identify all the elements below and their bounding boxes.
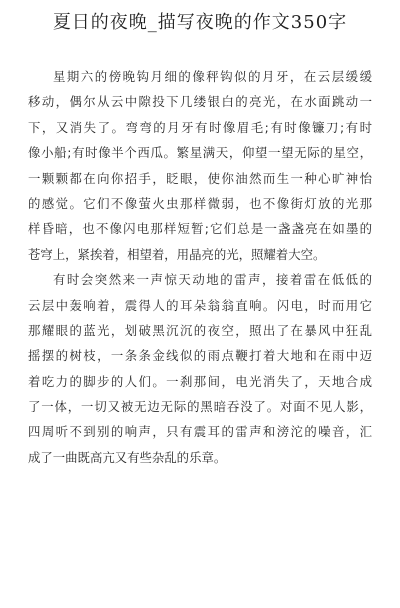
paragraph-1 [28,64,372,267]
paragraph-line: 着吃力的脚步的人们。一刹那间，电光消失了，天地合成 [28,373,372,389]
paragraph-line: 云层中轰响着，震得人的耳朵翁翁直响。闪电，时而用它 [28,297,372,313]
paragraph-2 [28,267,372,470]
paragraph-line: 像小船;有时像半个西瓜。繁星满天，仰望一望无际的星空， [28,145,372,161]
paragraph-line: 了一体，一切又被无边无际的黑暗吞没了。对面不见人影， [28,399,372,415]
paragraph-line: 苍穹上，紧挨着，相望着，用晶亮的光，照耀着大空。 [28,246,326,262]
paragraph-line: 样昏暗，也不像闪电那样短暂;它们总是一盏盏亮在如墨的 [28,221,372,237]
paragraph-line: 那耀眼的蓝光，划破黑沉沉的夜空，照出了在暴风中狂乱 [28,322,372,338]
paragraph-line: 有时会突然来一声惊天动地的雷声，接着雷在低低的 [53,272,372,288]
paragraph-line: 一颗颗都在向你招手，眨眼，使你油然而生一种心旷神怡 [28,170,372,186]
paragraph-line: 摇摆的树枝，一条条金线似的雨点鞭打着大地和在雨中迈 [28,348,372,364]
paragraph-line: 下，又消失了。弯弯的月牙有时像眉毛;有时像镰刀;有时 [28,119,372,135]
paragraph-line: 的感觉。它们不像萤火虫那样微弱，也不像街灯放的光那 [28,195,372,211]
document-body [28,64,372,470]
document-title: 夏日的夜晚_描写夜晚的作文350字 [52,12,348,33]
paragraph-line: 成了一曲既高亢又有些杂乱的乐章。 [28,449,227,465]
paragraph-line: 移动，偶尔从云中隙投下几缕银白的亮光，在水面跳动一 [28,94,372,110]
paragraph-line: 四周听不到别的响声，只有震耳的雷声和滂沱的噪音，汇 [28,424,372,440]
paragraph-line: 星期六的傍晚钩月细的像秤钩似的月牙，在云层缓缓 [53,69,372,84]
